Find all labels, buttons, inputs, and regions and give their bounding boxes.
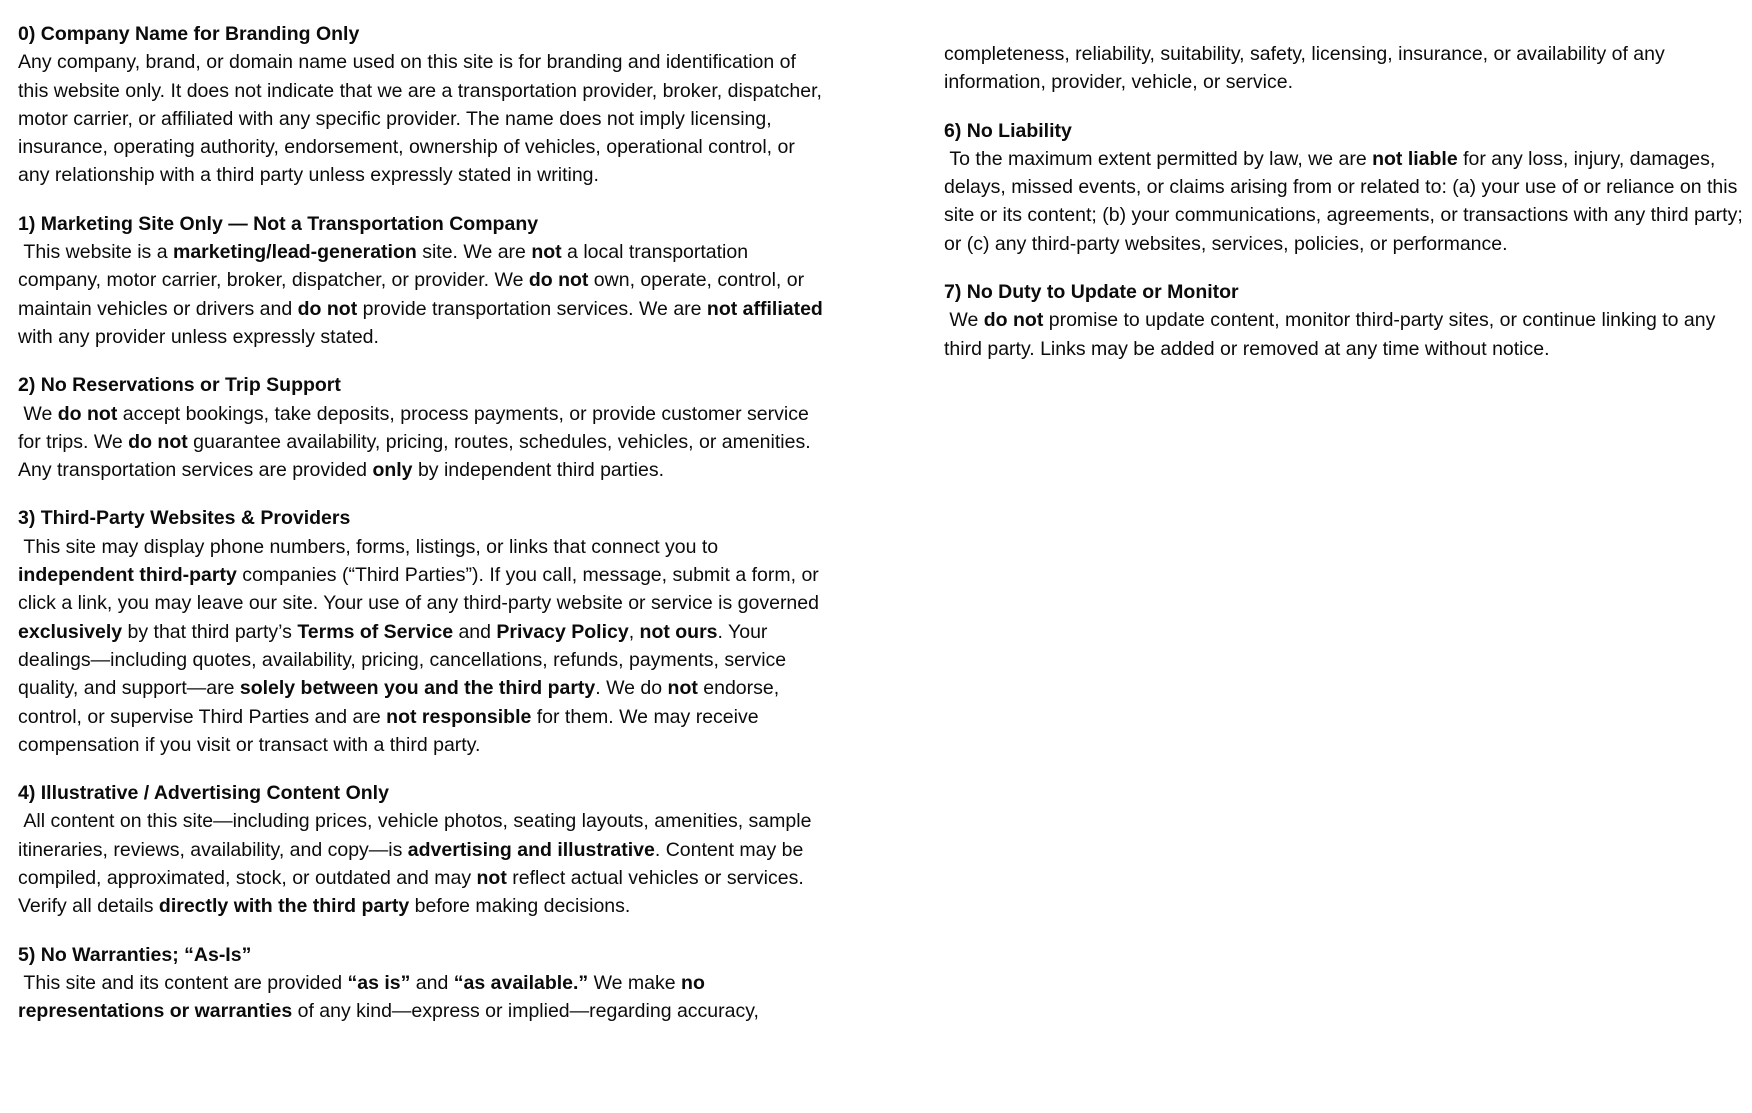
section-body: This website is a marketing/lead-generation site. We are not a local transportation company, motor carrier, broker, dispatcher, or provider. We do not own, operate, control, or maintain vehicles or drivers and do not provide transportation services. We are not affiliated with any provider unless expressly stated.	[18, 241, 829, 348]
section-no-reservations	[18, 371, 824, 484]
section-heading: 0) Company Name for Branding Only	[18, 23, 360, 45]
section-heading: 2) No Reservations or Trip Support	[18, 374, 341, 397]
section-no-warranties-continued	[944, 40, 1744, 97]
section-heading: 1) Marketing Site Only — Not a Transportation Company	[18, 212, 539, 235]
section-body: We do not promise to update content, monitor third-party sites, or continue linking to any third party. Links may be added or removed at any time without notice.	[944, 309, 1721, 360]
section-body: This site may display phone numbers, forms, listings, or links that connect you to independent third-party companies (“Third Parties”). If you call, message, submit a form, or click a link, you may leave our site. Your use of any third-party website or service is governed exclusively by that third party’s Terms of Service and Privacy Policy, not ours. Your dealings—including quotes, availability, pricing, cancellations, refunds, payments, service quality, and support—are solely between you and the third party. We do not endorse, control, or supervise Third Parties and are not responsible for them. We may receive compensation if you visit or transact with a third party.	[18, 535, 825, 756]
column-right	[944, 40, 1749, 383]
section-company-name-branding	[18, 20, 828, 190]
section-heading: 5) No Warranties; “As-Is”	[18, 943, 252, 966]
section-no-duty-to-update	[944, 278, 1744, 363]
column-left	[18, 20, 829, 1046]
section-heading: 3) Third-Party Websites & Providers	[18, 507, 351, 530]
section-third-party-websites	[18, 504, 824, 759]
section-marketing-site-only	[18, 210, 829, 351]
section-illustrative-content	[18, 779, 824, 920]
section-body: Any company, brand, or domain name used on this site is for branding and identification of this website only. It does not indicate that we are a transportation provider, broker, dispatcher, motor carrier, or affiliated with any specific provider. The name does not imply licensing, insurance, operating authority, endorsement, ownership of vehicles, operational control, or any relationship with a third party unless expressly stated in writing.	[18, 51, 828, 187]
section-no-liability	[944, 117, 1749, 258]
section-body: To the maximum extent permitted by law, we are not liable for any loss, injury, damages, delays, missed events, or claims arising from or related to: (a) your use of or reliance on this site or its content; (b) your communications, agreements, or transactions with any third party; or (c) any third-party websites, services, policies, or performance.	[944, 147, 1749, 255]
section-body: completeness, reliability, suitability, safety, licensing, insurance, or availability of any information, provider, vehicle, or service.	[944, 43, 1671, 94]
section-heading: 4) Illustrative / Advertising Content Only	[18, 782, 389, 805]
section-body: We do not accept bookings, take deposits, process payments, or provide customer service for trips. We do not guarantee availability, pricing, routes, schedules, vehicles, or amenities. Any transportation services are provided only by independent third parties.	[18, 402, 815, 482]
section-heading: 7) No Duty to Update or Monitor	[944, 281, 1239, 304]
section-heading: 6) No Liability	[944, 119, 1072, 142]
section-body: All content on this site—including prices, vehicle photos, seating layouts, amenities, sample itineraries, reviews, availability, and copy—is advertising and illustrative. Content may be compiled, approximated, stock, or outdated and may not reflect actual vehicles or services. Verify all details directly with the third party before making decisions.	[18, 810, 817, 918]
section-body: This site and its content are provided “as is” and “as available.” We make no representations or warranties of any kind—express or implied—regarding accuracy,	[18, 971, 759, 1023]
section-no-warranties	[18, 941, 824, 1026]
